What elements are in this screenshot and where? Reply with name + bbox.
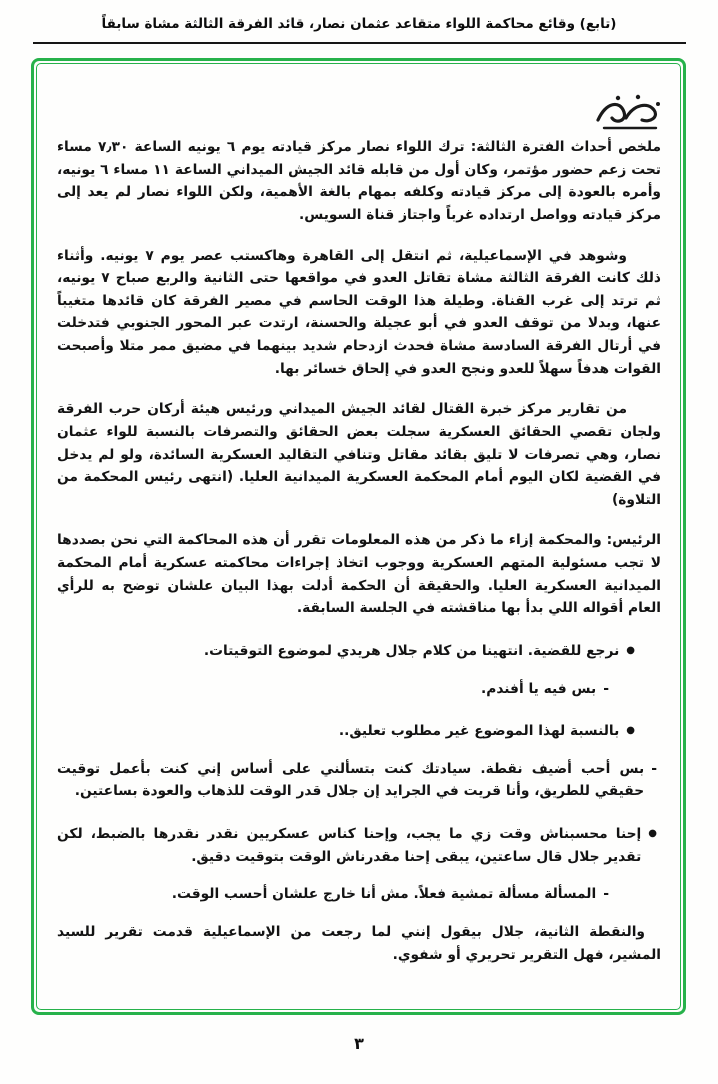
list-item-text: المسألة مسألة تمشية فعلاً. مش أنا خارج علشان أحسب الوقت. [171, 886, 597, 903]
calligraphy-stamp-icon [594, 90, 664, 135]
paragraph-sighting: وشوهد في الإسماعيلية، ثم انتقل إلى القاهرة وهاكستب عصر يوم ٧ يونيه. وأثناء ذلك كانت الفرقة الثالثة مشاة تقاتل العدو في مواقعها حتى الثانية والربع صباح ٧ يونيه، ثم ترتد إلى غرب القناة. وطيلة هذا الوقت الحاسم في مصير الفرقة كان قائدها متغيباً عنها، وبدلا من توقف العدو في أبو عجيلة والحسنة، ارتدت عبر المحور الجنوبي فتدخلت في أرتال الفرقة السادسة مشاة فحدث ازدحام شديد بينهما في مضيق ممر متلا وأصبحت القوات هدفاً سهلاً للعدو ونجح العدو في إلحاق خسائر بها. [57, 247, 661, 377]
bullet-icon: ● [648, 828, 657, 839]
paragraph-period-summary: ملخص أحداث الفترة الثالثة: ترك اللواء نصار مركز قيادته يوم ٦ يونيه الساعة ٧٫٣٠ مساء تحت زعم حضور مؤتمر، وكان أول من قابله قائد الجيش الميداني الساعة ١١ مساء ٦ يونيه، وأمره بالعودة إلى مركز قيادته وكلفه بمهام بالغة الأهمية، ولكن اللواء نصار لم يعد إلى مركز قيادته وواصل ارتداده غرباً واجتاز قناة السويس. [57, 139, 662, 223]
list-item [57, 720, 635, 743]
list-item [57, 823, 657, 868]
bullet-icon: ● [626, 644, 635, 656]
dash-icon: - [603, 680, 609, 697]
bullet-icon: ● [626, 725, 635, 737]
page-number: ٣ [354, 1034, 364, 1053]
list-item-text: بس فيه يا أفندم. [480, 680, 597, 697]
dash-icon: - [603, 886, 609, 903]
paragraph-president-ruling: الرئيس: والمحكمة إزاء ما ذكر من هذه المعلومات تقرر أن هذه المحاكمة التي نحن بصددها لا تجب مسئولية المتهم العسكرية ووجوب اتخاذ إجراءات محاكمته عسكرية أمام المحكمة الميدانية العسكرية العليا. والحقيقة أن الحكمة أدلت بهذا البيان علشان توضح به للرأي العام أقواله اللي بدأ بها مناقشته في الجلسة السابقة. [57, 532, 661, 617]
paragraph-second-point: والنقطة الثانية، جلال بيقول إنني لما رجعت من الإسماعيلية قدمت تقرير للسيد المشير، فهل التقرير تحريري أو شفوي. [57, 923, 661, 963]
list-item-text: إحنا محسبناش وقت زي ما يجب، وإحنا كناس عسكريين نقدر نقدرها بالضبط، لكن تقدير جلال قال ساعتين، يبقى إحنا مقدرناش الوقت بتوقيت دقيق. [57, 826, 642, 865]
list-item-text: بالنسبة لهذا الموضوع غير مطلوب تعليق.. [338, 723, 620, 740]
header-divider [33, 42, 686, 44]
dash-icon: - [651, 760, 657, 777]
paragraph-combat-reports: من تقارير مركز خبرة القتال لقائد الجيش الميداني ورئيس هيئة أركان حرب الفرقة ولجان تقصي الحقائق العسكرية سجلت بعض الحقائق والتصرفات بالنسبة للواء عثمان نصار، وهي تصرفات لا تليق بقائد مقاتل وتنافي التقاليد العسكرية السائدة، ولو لم يدخل في القضية لكان اليوم أمام المحكمة العسكرية الميدانية العليا. (انتهى رئيس المحكمة من التلاوة) [57, 401, 661, 508]
list-item [57, 678, 609, 701]
list-item-text: نرجع للقضية. انتهينا من كلام جلال هريدي لموضوع التوقيتات. [203, 642, 620, 659]
list-item [57, 883, 609, 906]
page-header-title: (تابع) وقائع محاكمة اللواء متقاعد عثمان نصار، قائد الفرقة الثالثة مشاة سابقاً [101, 16, 617, 32]
list-item [57, 758, 657, 803]
list-item [57, 640, 635, 663]
document-body [57, 136, 661, 984]
list-item-text: بس أحب أضيف نقطة. سيادتك كنت بتسألني على أساس إني كنت بأعمل توقيت حقيقي للطريق، وأنا قريت في الجرايد إن جلال قدر الوقت للذهاب والعودة بساعتين. [57, 760, 645, 800]
